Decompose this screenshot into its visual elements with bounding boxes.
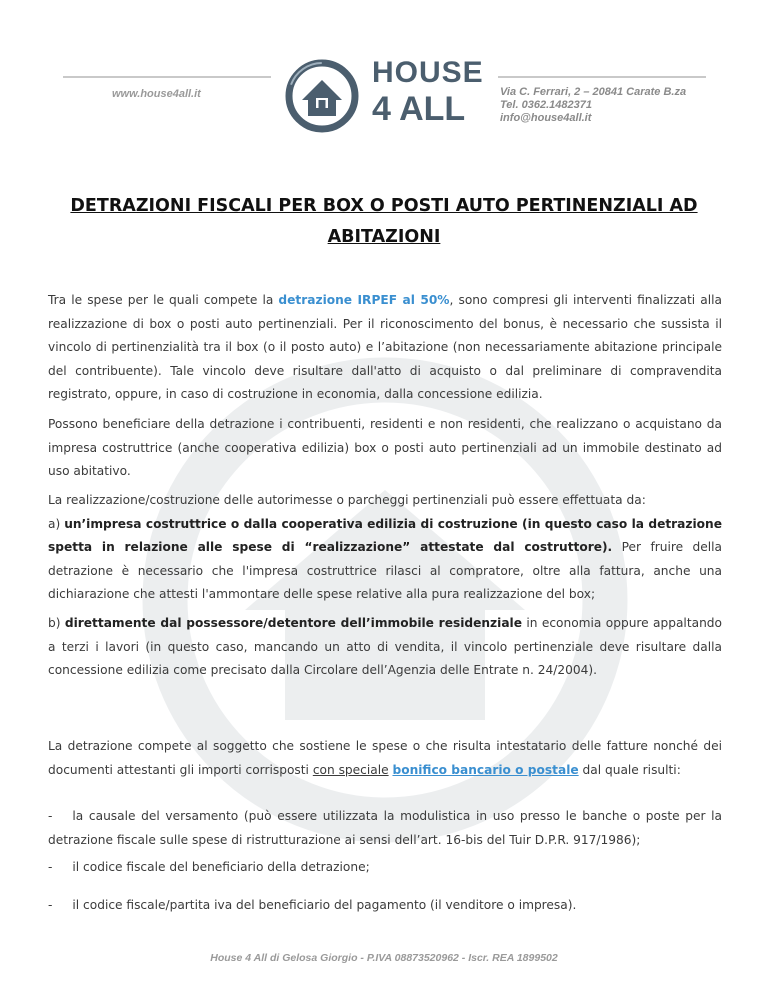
highlight-irpef: detrazione IRPEF al 50% [278, 293, 450, 307]
header-divider-left [63, 76, 271, 78]
list-item-text: il codice fiscale/partita iva del beneficiario del pagamento (il venditore o impresa). [72, 897, 577, 912]
list-item-text: il codice fiscale del beneficiario della detrazione; [72, 860, 370, 874]
text: La detrazione compete al soggetto che sostiene le spese o che risulta intestatario delle fatture nonché dei documenti attestanti gli importi corrisposti [48, 739, 722, 777]
document-title-line2: ABITAZIONI [327, 227, 441, 247]
option-b-bold: direttamente dal possessore/detentore dell’immobile residenziale [64, 616, 522, 630]
house-circle-icon [280, 56, 364, 136]
house4all-logo [280, 56, 490, 136]
phone: Tel. 0362.1482371 [500, 99, 592, 111]
list-dash: - [48, 897, 53, 912]
logo-text-4all: 4 ALL [372, 90, 466, 128]
list-item-text: la causale del versamento (può essere utilizzata la modulistica in uso presso le banche o poste per la detrazione fiscale sulle spese di ristrutturazione ai sensi dell’art. 16-bis del Tuir D.P.R. 917/1986); [48, 809, 722, 847]
paragraph-intro [48, 289, 722, 407]
paragraph-beneficiaries: Possono beneficiare della detrazione i contribuenti, residenti e non residenti, che realizzano o acquistano da impresa costruttrice (anche cooperativa edilizia) box o posti auto pertinenziali ad un immobile destinato ad uso abitativo. [48, 417, 722, 478]
list-item [48, 856, 722, 880]
list-item [48, 805, 722, 852]
list-dash: - [48, 860, 53, 874]
option-b-text: in economia oppure appaltando a terzi i lavori (in questo caso, mancando un atto di vendita, il vincolo pertinenziale deve risultare dalla concessione edilizia come precisato dalla Circolare dell’Agenzia delle Entrate n. 24/2004). [48, 616, 722, 677]
paragraph-payment [48, 735, 722, 782]
list-item [48, 894, 722, 918]
bonifico-link[interactable]: bonifico bancario o postale [392, 762, 579, 777]
document-title-line1: DETRAZIONI FISCALI PER BOX O POSTI AUTO PERTINENZIALI AD [70, 196, 698, 216]
text: Tra le spese per le quali compete la [48, 293, 279, 307]
option-b [48, 612, 722, 683]
underlined-text: con speciale [312, 762, 389, 777]
option-a-label: a) [48, 516, 65, 531]
option-a [48, 513, 722, 607]
text: , sono compresi gli interventi finalizzati alla realizzazione di box o posti auto pertinenziali. Per il riconoscimento del bonus, è necessario che sussista il vincolo di pertinenzialità tra il box (o il posto auto) e l’abitazione (non necessariamente abitazione principale del contribuente). Tale vincolo deve risultare dall'atto di acquisto o dal preliminare di compravendita registrato, oppure, in caso di costruzione in economia, dalla concessione edilizia. [48, 293, 722, 401]
paragraph-construction [48, 489, 722, 607]
requirements-list [48, 805, 722, 917]
logo-text-house: HOUSE [372, 56, 484, 89]
list-dash: - [48, 809, 53, 823]
footer-company-info: House 4 All di Gelosa Giorgio - P.IVA 08873520962 - Iscr. REA 1899502 [210, 952, 558, 964]
option-a-bold: un’impresa costruttrice o dalla cooperativa edilizia di costruzione (in questo caso la detrazione spetta in relazione alle spese di “realizzazione” attestate dal costruttore). [48, 516, 722, 554]
address: Via C. Ferrari, 2 – 20841 Carate B.za [500, 86, 687, 98]
contact-block [500, 86, 686, 125]
option-b-label: b) [48, 616, 65, 630]
header-divider-right [498, 76, 706, 78]
text: dal quale risulti: [578, 762, 681, 777]
email[interactable]: info@house4all.it [500, 112, 592, 124]
website-url[interactable]: www.house4all.it [112, 88, 201, 100]
option-a-text: Per fruire della detrazione è necessario che l'impresa costruttrice rilasci al compratore, oltre alla fattura, anche una dichiarazione che attesti l'ammontare delle spese relative alla pura realizzazione del box; [48, 540, 722, 601]
construction-intro: La realizzazione/costruzione delle autorimesse o parcheggi pertinenziali può essere effettuata da: [48, 493, 646, 507]
